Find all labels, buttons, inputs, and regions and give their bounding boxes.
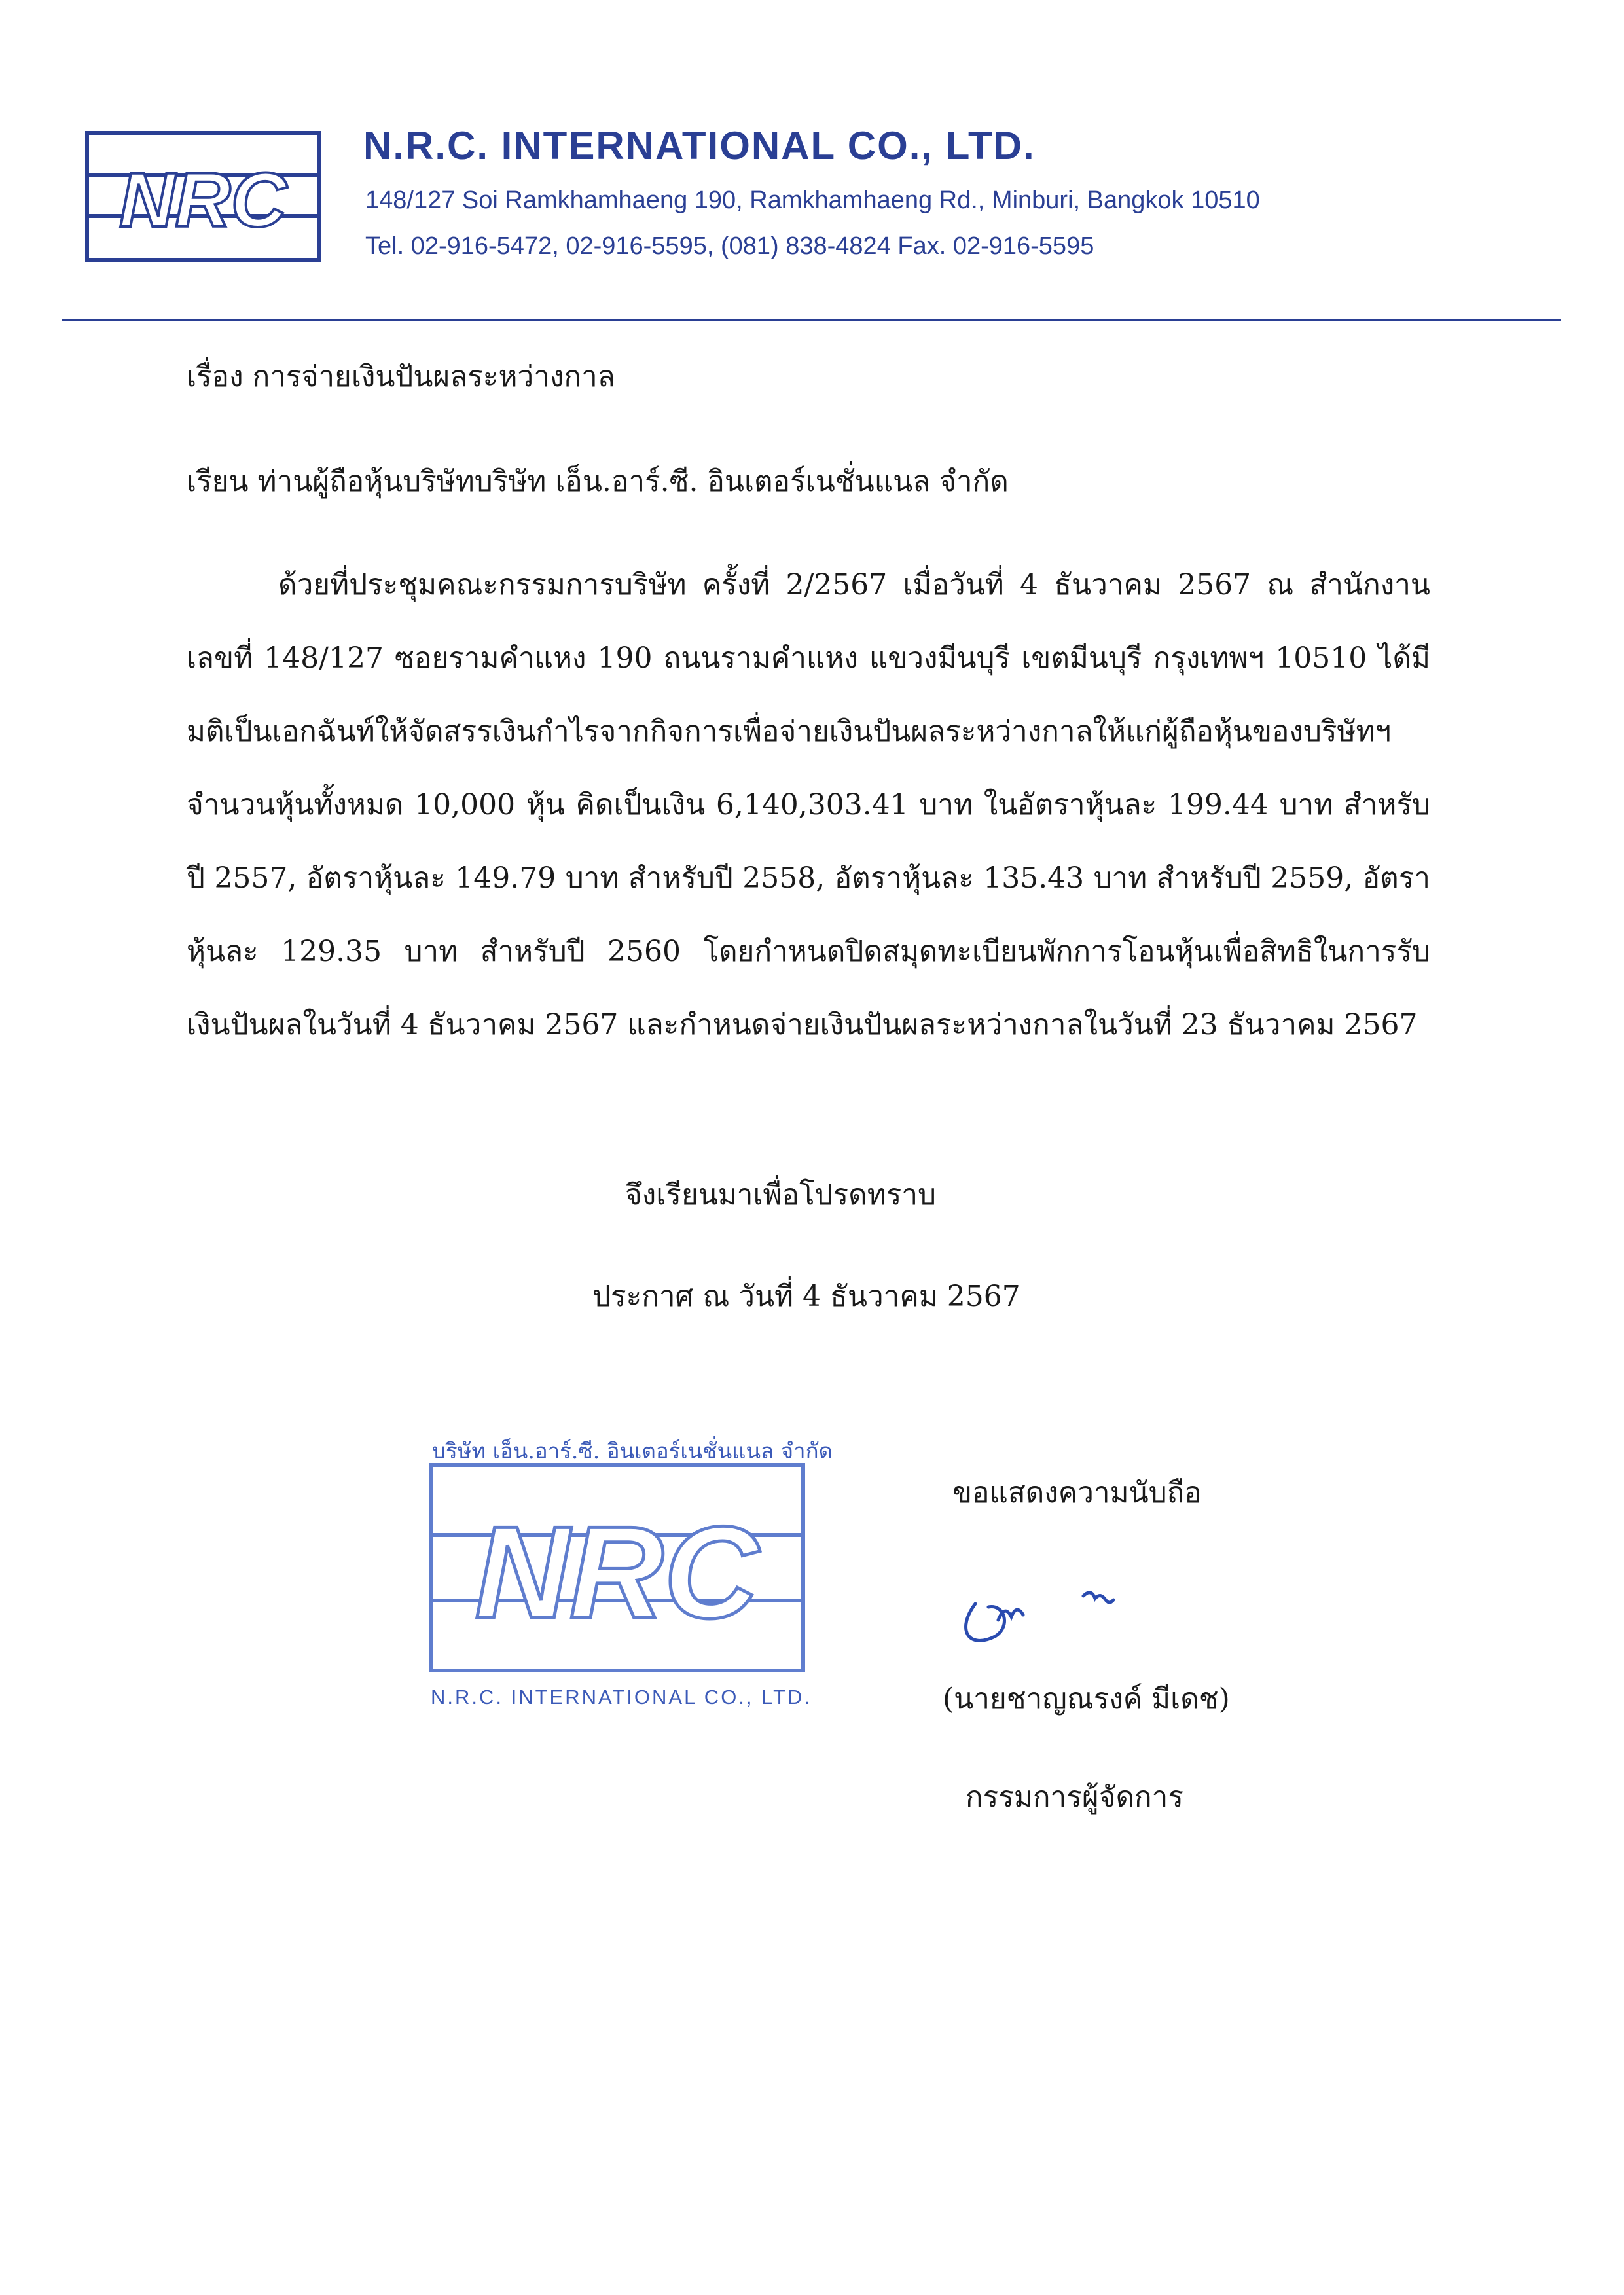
letter-subject: เรื่อง การจ่ายเงินปันผลระหว่างกาล	[187, 360, 615, 393]
announcement-date: ประกาศ ณ วันที่ 4 ธันวาคม 2567	[592, 1280, 1020, 1313]
stamp-caption: บริษัท เอ็น.อาร์.ซี. อินเตอร์เนชั่นแนล จำกัด	[432, 1438, 833, 1464]
closing-notice: จึงเรียนมาเพื่อโปรดทราบ	[625, 1178, 937, 1212]
header-divider	[62, 319, 1561, 321]
company-address: 148/127 Soi Ramkhamhaeng 190, Ramkhamhaeng Rd., Minburi, Bangkok 10510	[365, 187, 1260, 214]
stamp-logo-text: NRC	[475, 1500, 759, 1646]
handwritten-signature	[949, 1558, 1159, 1656]
signer-name: (นายชาญณรงค์ มีเดช)	[943, 1682, 1230, 1716]
stamp-footer: N.R.C. INTERNATIONAL CO., LTD.	[431, 1686, 812, 1708]
signer-title: กรรมการผู้จัดการ	[965, 1780, 1184, 1814]
company-logo	[85, 131, 321, 262]
closing-regards: ขอแสดงความนับถือ	[952, 1476, 1202, 1509]
company-name: N.R.C. INTERNATIONAL CO., LTD.	[363, 124, 1036, 168]
company-stamp	[429, 1463, 805, 1672]
letter-body: ด้วยที่ประชุมคณะกรรมการบริษัท ครั้งที่ 2/2567 เมื่อวันที่ 4 ธันวาคม 2567 ณ สำนักงาน เลขที่ 148/127 ซอยรามคำแหง 190 ถนนรามคำแหง แขวงมีนบุรี เขตมีนบุรี กรุงเทพฯ 10510 ได้มีมติเป็นเอกฉันท์ให้จัดสรรเงินกำไรจากกิจการเพื่อจ่ายเงินปันผลระหว่างกาลให้แก่ผู้ถือหุ้นของบริษัทฯ จำนวนหุ้นทั้งหมด 10,000 หุ้น คิดเป็นเงิน 6,140,303.41 บาท ในอัตราหุ้นละ 199.44 บาท สำหรับปี 2557, อัตราหุ้นละ 149.79 บาท สำหรับปี 2558, อัตราหุ้นละ 135.43 บาท สำหรับปี 2559, อัตราหุ้นละ 129.35 บาท สำหรับปี 2560 โดยกำหนดปิดสมุดทะเบียนพักการโอนหุ้นเพื่อสิทธิในการรับเงินปันผลในวันที่ 4 ธันวาคม 2567 และกำหนดจ่ายเงินปันผลระหว่างกาลในวันที่ 23 ธันวาคม 2567	[187, 568, 1430, 1041]
letter-salutation: เรียน ท่านผู้ถือหุ้นบริษัทบริษัท เอ็น.อาร์.ซี. อินเตอร์เนชั่นแนล จำกัด	[187, 465, 1009, 498]
stamp-logo-mark	[433, 1467, 801, 1669]
logo-text: NRC	[119, 157, 287, 244]
company-contact: Tel. 02-916-5472, 02-916-5595, (081) 838-4824 Fax. 02-916-5595	[365, 232, 1094, 260]
nrc-logo-mark	[89, 135, 317, 258]
